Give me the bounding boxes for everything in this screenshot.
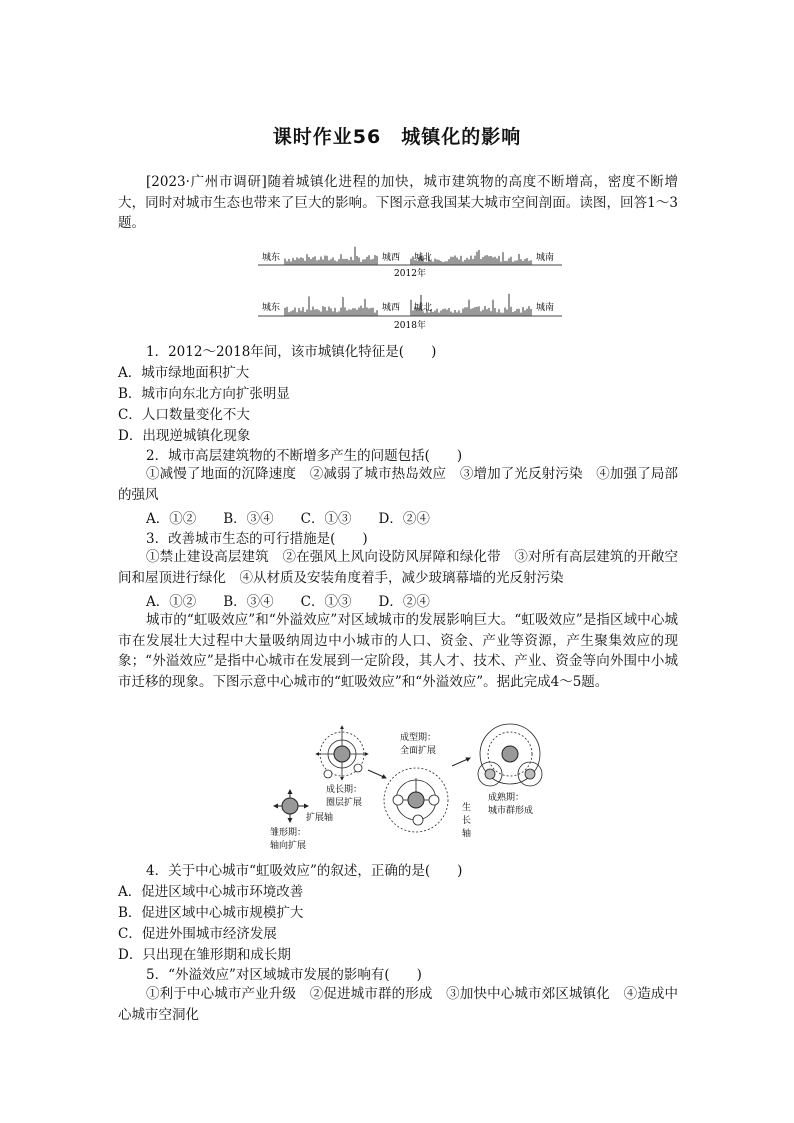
year-2012: 2012年	[394, 269, 426, 279]
stage1-label-1: 雏形期：	[270, 828, 307, 838]
skyline-building	[332, 311, 334, 316]
skyline-building	[518, 309, 520, 316]
skyline-building	[286, 261, 288, 265]
skyline-building	[348, 309, 350, 316]
skyline-building	[308, 296, 310, 316]
skyline-building	[374, 313, 376, 316]
skyline-building	[316, 260, 318, 265]
q2-options: A．①② B．③④ C．①③ D．②④	[146, 511, 430, 527]
skyline-building	[486, 255, 488, 265]
skyline-building	[478, 250, 480, 265]
skyline-building	[492, 300, 494, 316]
skyline-building	[298, 259, 300, 265]
arrow-stage2-to-stage3	[368, 770, 386, 778]
growth-axis-1: 生	[462, 803, 472, 813]
skyline-building	[296, 312, 298, 316]
skyline-building	[342, 259, 344, 265]
skyline-building	[496, 258, 498, 265]
skyline-building	[494, 257, 496, 265]
skyline-building	[468, 300, 470, 316]
skyline-building	[370, 308, 372, 316]
skyline-building	[338, 311, 340, 316]
skyline-building	[486, 309, 488, 316]
skyline-building	[366, 307, 368, 316]
skyline-building	[332, 257, 334, 265]
skyline-building	[296, 257, 298, 265]
skyline-building	[294, 260, 296, 265]
skyline-building	[318, 310, 320, 316]
skyline-building	[516, 309, 518, 316]
skyline-building	[508, 294, 510, 316]
skyline-building	[446, 310, 448, 316]
skyline-building	[508, 258, 510, 265]
q1-stem: 1．2012～2018年间，该市城镇化特征是( )	[146, 344, 437, 360]
skyline-building	[340, 308, 342, 316]
stage2-city	[316, 726, 368, 780]
stage2-label-2: 圈层扩展	[326, 798, 363, 808]
skyline-building	[300, 257, 302, 265]
skyline-building	[322, 306, 324, 316]
skyline-building	[316, 309, 318, 316]
skyline-building	[338, 259, 340, 265]
skyline-building	[480, 259, 482, 265]
skyline-building	[512, 312, 514, 316]
stage4-label-1: 成熟期：	[488, 793, 525, 803]
skyline-building	[520, 313, 522, 316]
skyline-building	[328, 307, 330, 316]
stage1-label-2: 轴向扩展	[270, 841, 307, 851]
stage4-city	[478, 724, 542, 786]
skyline-building	[470, 309, 472, 316]
skyline-building	[524, 310, 526, 316]
label-2012-south: 城南	[536, 253, 555, 263]
skyline-building	[358, 258, 360, 265]
skyline-2012	[284, 247, 532, 265]
growth-axis-2: 长	[462, 816, 472, 826]
skyline-building	[482, 257, 484, 265]
skyline-building	[302, 307, 304, 316]
skyline-building	[470, 256, 472, 265]
skyline-building	[444, 309, 446, 316]
label-2012-east: 城东	[262, 253, 281, 263]
skyline-building	[514, 311, 516, 316]
skyline-building	[304, 261, 306, 265]
skyline-building	[438, 313, 440, 316]
skyline-building	[488, 256, 490, 265]
skyline-building	[434, 311, 436, 316]
skyline-building	[466, 307, 468, 316]
skyline-building	[478, 306, 480, 316]
skyline-building	[334, 260, 336, 265]
skyline-building	[354, 247, 356, 265]
city-profile-svg	[258, 244, 562, 336]
skyline-building	[504, 261, 506, 265]
skyline-building	[516, 260, 518, 265]
skyline-building	[356, 256, 358, 265]
q4-stem: 4．关于中心城市“虹吸效应”的叙述，正确的是( )	[146, 863, 463, 879]
intro-paragraph-2: 城市的“虹吸效应”和“外溢效应”对区域城市的发展影响巨大。“虹吸效应”是指区域中心城市在发展壮大过程中大量吸纳周边中小城市的人口、资金、产业等资源，产生聚集效应的现象；“外溢效应”是指中心城市在发展到一定阶段，其人才、技术、产业、资金等向外围中小城市迁移的现象。下图示意中心城市的“虹吸效应”和“外溢效应”。据此完成4～5题。	[118, 612, 678, 690]
q3-stem: 3．改善城市生态的可行措施是( )	[146, 531, 368, 547]
skyline-building	[500, 262, 502, 265]
skyline-building	[466, 258, 468, 265]
skyline-building	[444, 261, 446, 265]
skyline-building	[340, 254, 342, 265]
skyline-building	[294, 307, 296, 316]
q5-stem: 5．“外溢效应”对区域城市发展的影响有( )	[146, 967, 422, 983]
skyline-building	[298, 308, 300, 316]
skyline-building	[482, 310, 484, 316]
label-2018-west: 城西	[382, 303, 401, 313]
skyline-building	[462, 262, 464, 265]
skyline-building	[354, 308, 356, 316]
skyline-building	[344, 259, 346, 265]
skyline-building	[328, 260, 330, 265]
label-2012-north: 城北	[414, 253, 433, 263]
skyline-building	[448, 259, 450, 265]
axis-label: 扩展轴	[306, 813, 334, 823]
skyline-building	[458, 310, 460, 316]
skyline-building	[442, 309, 444, 316]
label-2018-east: 城东	[262, 303, 281, 313]
skyline-building	[290, 261, 292, 265]
skyline-building	[476, 252, 478, 265]
skyline-building	[524, 259, 526, 265]
skyline-building	[446, 261, 448, 265]
skyline-building	[312, 307, 314, 316]
skyline-building	[496, 312, 498, 316]
skyline-building	[452, 257, 454, 265]
skyline-building	[306, 254, 308, 265]
skyline-building	[358, 307, 360, 316]
skyline-building	[344, 307, 346, 316]
skyline-building	[302, 258, 304, 265]
skyline-building	[472, 259, 474, 265]
skyline-building	[432, 312, 434, 316]
stage2-label-1: 成长期：	[326, 785, 363, 795]
skyline-building	[326, 256, 328, 265]
stage3-label-2: 全面扩展	[400, 746, 437, 756]
skyline-building	[314, 256, 316, 265]
skyline-building	[284, 308, 286, 316]
skyline-building	[464, 307, 466, 316]
skyline-building	[310, 259, 312, 265]
intro-paragraph-1: [2023·广州市调研]随着城镇化进程的加快，城市建筑物的高度不断增高，密度不断增大，同时对城市生态也带来了巨大的影响。下图示意我国某大城市空间剖面。读图，回答1～3题。	[118, 174, 678, 232]
q4-option-b: B．促进区域中心城市规模扩大	[118, 905, 304, 921]
skyline-building	[434, 259, 436, 265]
skyline-building	[308, 257, 310, 265]
skyline-building	[530, 260, 532, 265]
skyline-building	[510, 257, 512, 265]
skyline-building	[502, 252, 504, 265]
skyline-building	[494, 308, 496, 316]
skyline-building	[320, 312, 322, 316]
city-stage-figure	[268, 722, 568, 854]
skyline-building	[356, 310, 358, 316]
skyline-building	[440, 311, 442, 316]
skyline-building	[410, 300, 412, 316]
skyline-building	[292, 310, 294, 316]
skyline-building	[462, 309, 464, 316]
skyline-building	[438, 260, 440, 265]
skyline-building	[334, 308, 336, 316]
q1-option-b: B．城市向东北方向扩张明显	[118, 386, 290, 402]
skyline-building	[336, 261, 338, 265]
skyline-building	[330, 259, 332, 265]
skyline-building	[370, 259, 372, 265]
skyline-building	[310, 310, 312, 316]
skyline-building	[484, 306, 486, 316]
skyline-building	[374, 255, 376, 265]
q1-option-d: D．出现逆城镇化现象	[118, 428, 251, 444]
skyline-building	[300, 311, 302, 316]
skyline-building	[436, 260, 438, 265]
skyline-building	[376, 256, 378, 265]
skyline-building	[284, 259, 286, 265]
page-title: 课时作业56 城镇化的影响	[272, 126, 522, 148]
skyline-building	[324, 256, 326, 265]
skyline-building	[506, 261, 508, 265]
label-2018-south: 城南	[536, 303, 555, 313]
skyline-building	[520, 259, 522, 265]
skyline-building	[454, 255, 456, 265]
q3-items: ①禁止建设高层建筑 ②在强风上风向设防风屏障和绿化带 ③对所有高层建筑的开敞空间和屋顶进行绿化 ④从材质及安装角度着手，减少玻璃幕墙的光反射污染	[118, 549, 678, 586]
skyline-building	[330, 308, 332, 316]
skyline-building	[320, 257, 322, 265]
skyline-building	[352, 308, 354, 316]
skyline-building	[362, 308, 364, 316]
skyline-building	[348, 260, 350, 265]
year-2018: 2018年	[394, 321, 426, 331]
skyline-building	[366, 257, 368, 265]
skyline-building	[498, 309, 500, 316]
stage4-label-2: 城市群形成	[488, 806, 534, 816]
skyline-building	[304, 312, 306, 316]
skyline-building	[488, 308, 490, 316]
skyline-building	[454, 310, 456, 316]
skyline-building	[372, 308, 374, 316]
skyline-building	[440, 261, 442, 265]
skyline-building	[312, 257, 314, 265]
q1-option-a: A．城市绿地面积扩大	[118, 365, 250, 381]
skyline-building	[286, 307, 288, 316]
skyline-building	[456, 258, 458, 265]
skyline-building	[376, 310, 378, 316]
skyline-building	[450, 312, 452, 316]
stage3-label-1: 成型期：	[400, 733, 437, 743]
skyline-building	[498, 256, 500, 265]
skyline-building	[350, 257, 352, 265]
skyline-building	[368, 255, 370, 265]
skyline-building	[490, 256, 492, 265]
skyline-building	[456, 312, 458, 316]
skyline-building	[362, 259, 364, 265]
stage1-city	[274, 790, 308, 822]
skyline-building	[364, 299, 366, 316]
skyline-building	[318, 260, 320, 265]
skyline-building	[528, 261, 530, 265]
skyline-building	[314, 309, 316, 316]
skyline-building	[474, 256, 476, 265]
skyline-building	[480, 311, 482, 316]
skyline-building	[490, 311, 492, 316]
skyline-building	[464, 260, 466, 265]
q4-option-d: D．只出现在雏形期和成长期	[118, 947, 291, 963]
stage3-city	[384, 768, 448, 832]
city-profile-figure	[258, 244, 562, 336]
skyline-building	[448, 308, 450, 316]
skyline-building	[526, 258, 528, 265]
skyline-building	[326, 311, 328, 316]
skyline-building	[364, 259, 366, 265]
label-2018-north: 城北	[414, 303, 433, 313]
q5-items: ①利于中心城市产业升级 ②促进城市群的形成 ③加快中心城市郊区城镇化 ④造成中心城市空洞化	[118, 986, 678, 1023]
skyline-building	[460, 256, 462, 265]
skyline-building	[360, 306, 362, 316]
skyline-building	[368, 308, 370, 316]
skyline-building	[410, 259, 412, 265]
city-stage-svg	[268, 722, 568, 854]
skyline-building	[474, 307, 476, 316]
skyline-building	[288, 259, 290, 265]
q2-stem: 2．城市高层建筑物的不断增多产生的问题包括( )	[146, 448, 463, 464]
skyline-building	[518, 254, 520, 265]
skyline-building	[514, 261, 516, 265]
skyline-building	[436, 309, 438, 316]
skyline-building	[476, 307, 478, 316]
arrow-stage3-to-stage4	[452, 758, 470, 766]
skyline-building	[322, 260, 324, 265]
skyline-building	[350, 310, 352, 316]
skyline-building	[530, 309, 532, 316]
skyline-building	[324, 307, 326, 316]
skyline-building	[346, 311, 348, 316]
skyline-building	[528, 306, 530, 316]
skyline-building	[306, 310, 308, 316]
skyline-building	[458, 259, 460, 265]
skyline-building	[522, 261, 524, 265]
skyline-building	[336, 312, 338, 316]
skyline-building	[288, 312, 290, 316]
skyline-building	[522, 307, 524, 316]
skyline-building	[450, 257, 452, 265]
skyline-building	[506, 309, 508, 316]
skyline-building	[472, 308, 474, 316]
skyline-building	[292, 258, 294, 265]
skyline-building	[346, 259, 348, 265]
skyline-building	[432, 262, 434, 265]
q2-items: ①减慢了地面的沉降速度 ②减弱了城市热岛效应 ③增加了光反射污染 ④加强了局部的强风	[118, 466, 678, 503]
growth-axis-3: 轴	[462, 829, 472, 839]
skyline-building	[428, 312, 430, 316]
skyline-building	[290, 311, 292, 316]
q4-option-c: C．促进外围城市经济发展	[118, 926, 277, 942]
q4-option-a: A．促进区域中心城市环境改善	[118, 884, 304, 900]
skyline-building	[500, 313, 502, 316]
skyline-building	[484, 256, 486, 265]
skyline-2018	[284, 294, 532, 316]
skyline-building	[510, 307, 512, 316]
skyline-building	[492, 257, 494, 265]
skyline-building	[372, 259, 374, 265]
skyline-building	[468, 259, 470, 265]
label-2012-west: 城西	[382, 253, 401, 263]
skyline-building	[352, 260, 354, 265]
skyline-building	[342, 297, 344, 316]
q3-options: A．①② B．③④ C．①③ D．②④	[146, 594, 430, 610]
q1-option-c: C．人口数量变化不大	[118, 407, 250, 423]
skyline-building	[526, 309, 528, 316]
skyline-building	[504, 308, 506, 316]
